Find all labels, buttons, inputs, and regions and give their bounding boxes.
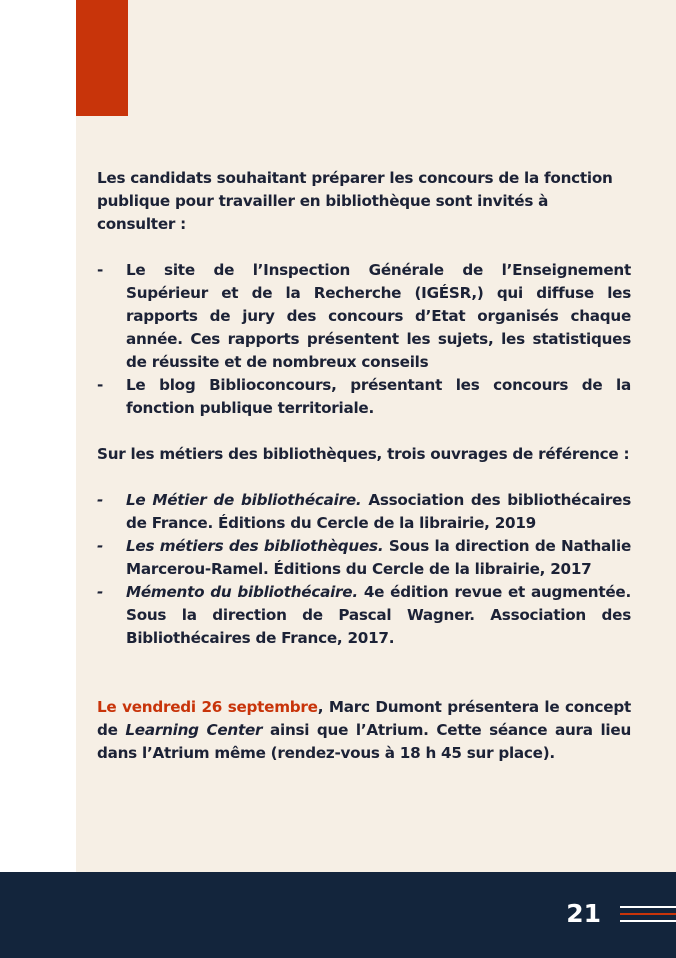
- footer-rule: [620, 920, 676, 922]
- list-dash: -: [97, 583, 104, 601]
- footer-rule: [620, 906, 676, 908]
- event-date: Le vendredi 26 septembre: [97, 698, 318, 716]
- list-item-text: Le site de l’Inspection Générale de l’Enseignement Supérieur et de la Recherche (IGÉSR,) qui diffuse les rapports de jury des concours d’Etat organisés chaque année. Ces rapports présentent les sujets, les statistiques de réussite et de nombreux conseils: [126, 261, 631, 371]
- list-item-text: Le blog Biblioconcours, présentant les concours de la fonction publique territoriale.: [126, 376, 631, 417]
- intro-paragraph: Les candidats souhaitant préparer les concours de la fonction publique pour travailler en bibliothèque sont invités à consulter :: [97, 169, 613, 233]
- book-details: 4e édition revue et augmentée. Sous la direction de Pascal Wagner. Association des Bibliothécaires de France, 2017.: [126, 583, 631, 647]
- event-paragraph: [97, 696, 631, 765]
- books-heading: Sur les métiers des bibliothèques, trois ouvrages de référence :: [97, 445, 630, 463]
- footer-rule-accent: [620, 913, 676, 915]
- accent-block: [76, 0, 128, 116]
- book-title: Le Métier de bibliothécaire.: [126, 491, 362, 509]
- list-item: [97, 535, 631, 581]
- list-dash: -: [97, 261, 104, 279]
- book-list: [97, 489, 631, 650]
- list-dash: -: [97, 376, 104, 394]
- list-dash: -: [97, 537, 104, 555]
- book-title: Les métiers des bibliothèques.: [126, 537, 384, 555]
- page-number: 21: [566, 899, 601, 928]
- book-details: Association des bibliothécaires de France. Éditions du Cercle de la librairie, 2019: [126, 491, 631, 532]
- list-item: [97, 259, 631, 374]
- book-title: Mémento du bibliothécaire.: [126, 583, 358, 601]
- event-emphasis: Learning Center: [125, 721, 263, 739]
- list-item: [97, 374, 631, 420]
- list-item: [97, 489, 631, 535]
- resource-list: [97, 259, 631, 420]
- list-dash: -: [97, 491, 104, 509]
- page-content: [97, 167, 631, 765]
- event-text-after: ainsi que l’Atrium. Cette séance aura lieu dans l’Atrium même (rendez-vous à 18 h 45 sur place).: [97, 721, 632, 762]
- page-footer: [0, 872, 676, 958]
- list-item: [97, 581, 631, 650]
- event-text-before: , Marc Dumont présentera le concept de: [97, 698, 631, 739]
- book-details: Sous la direction de Nathalie Marcerou-Ramel. Éditions du Cercle de la librairie, 2017: [126, 537, 631, 578]
